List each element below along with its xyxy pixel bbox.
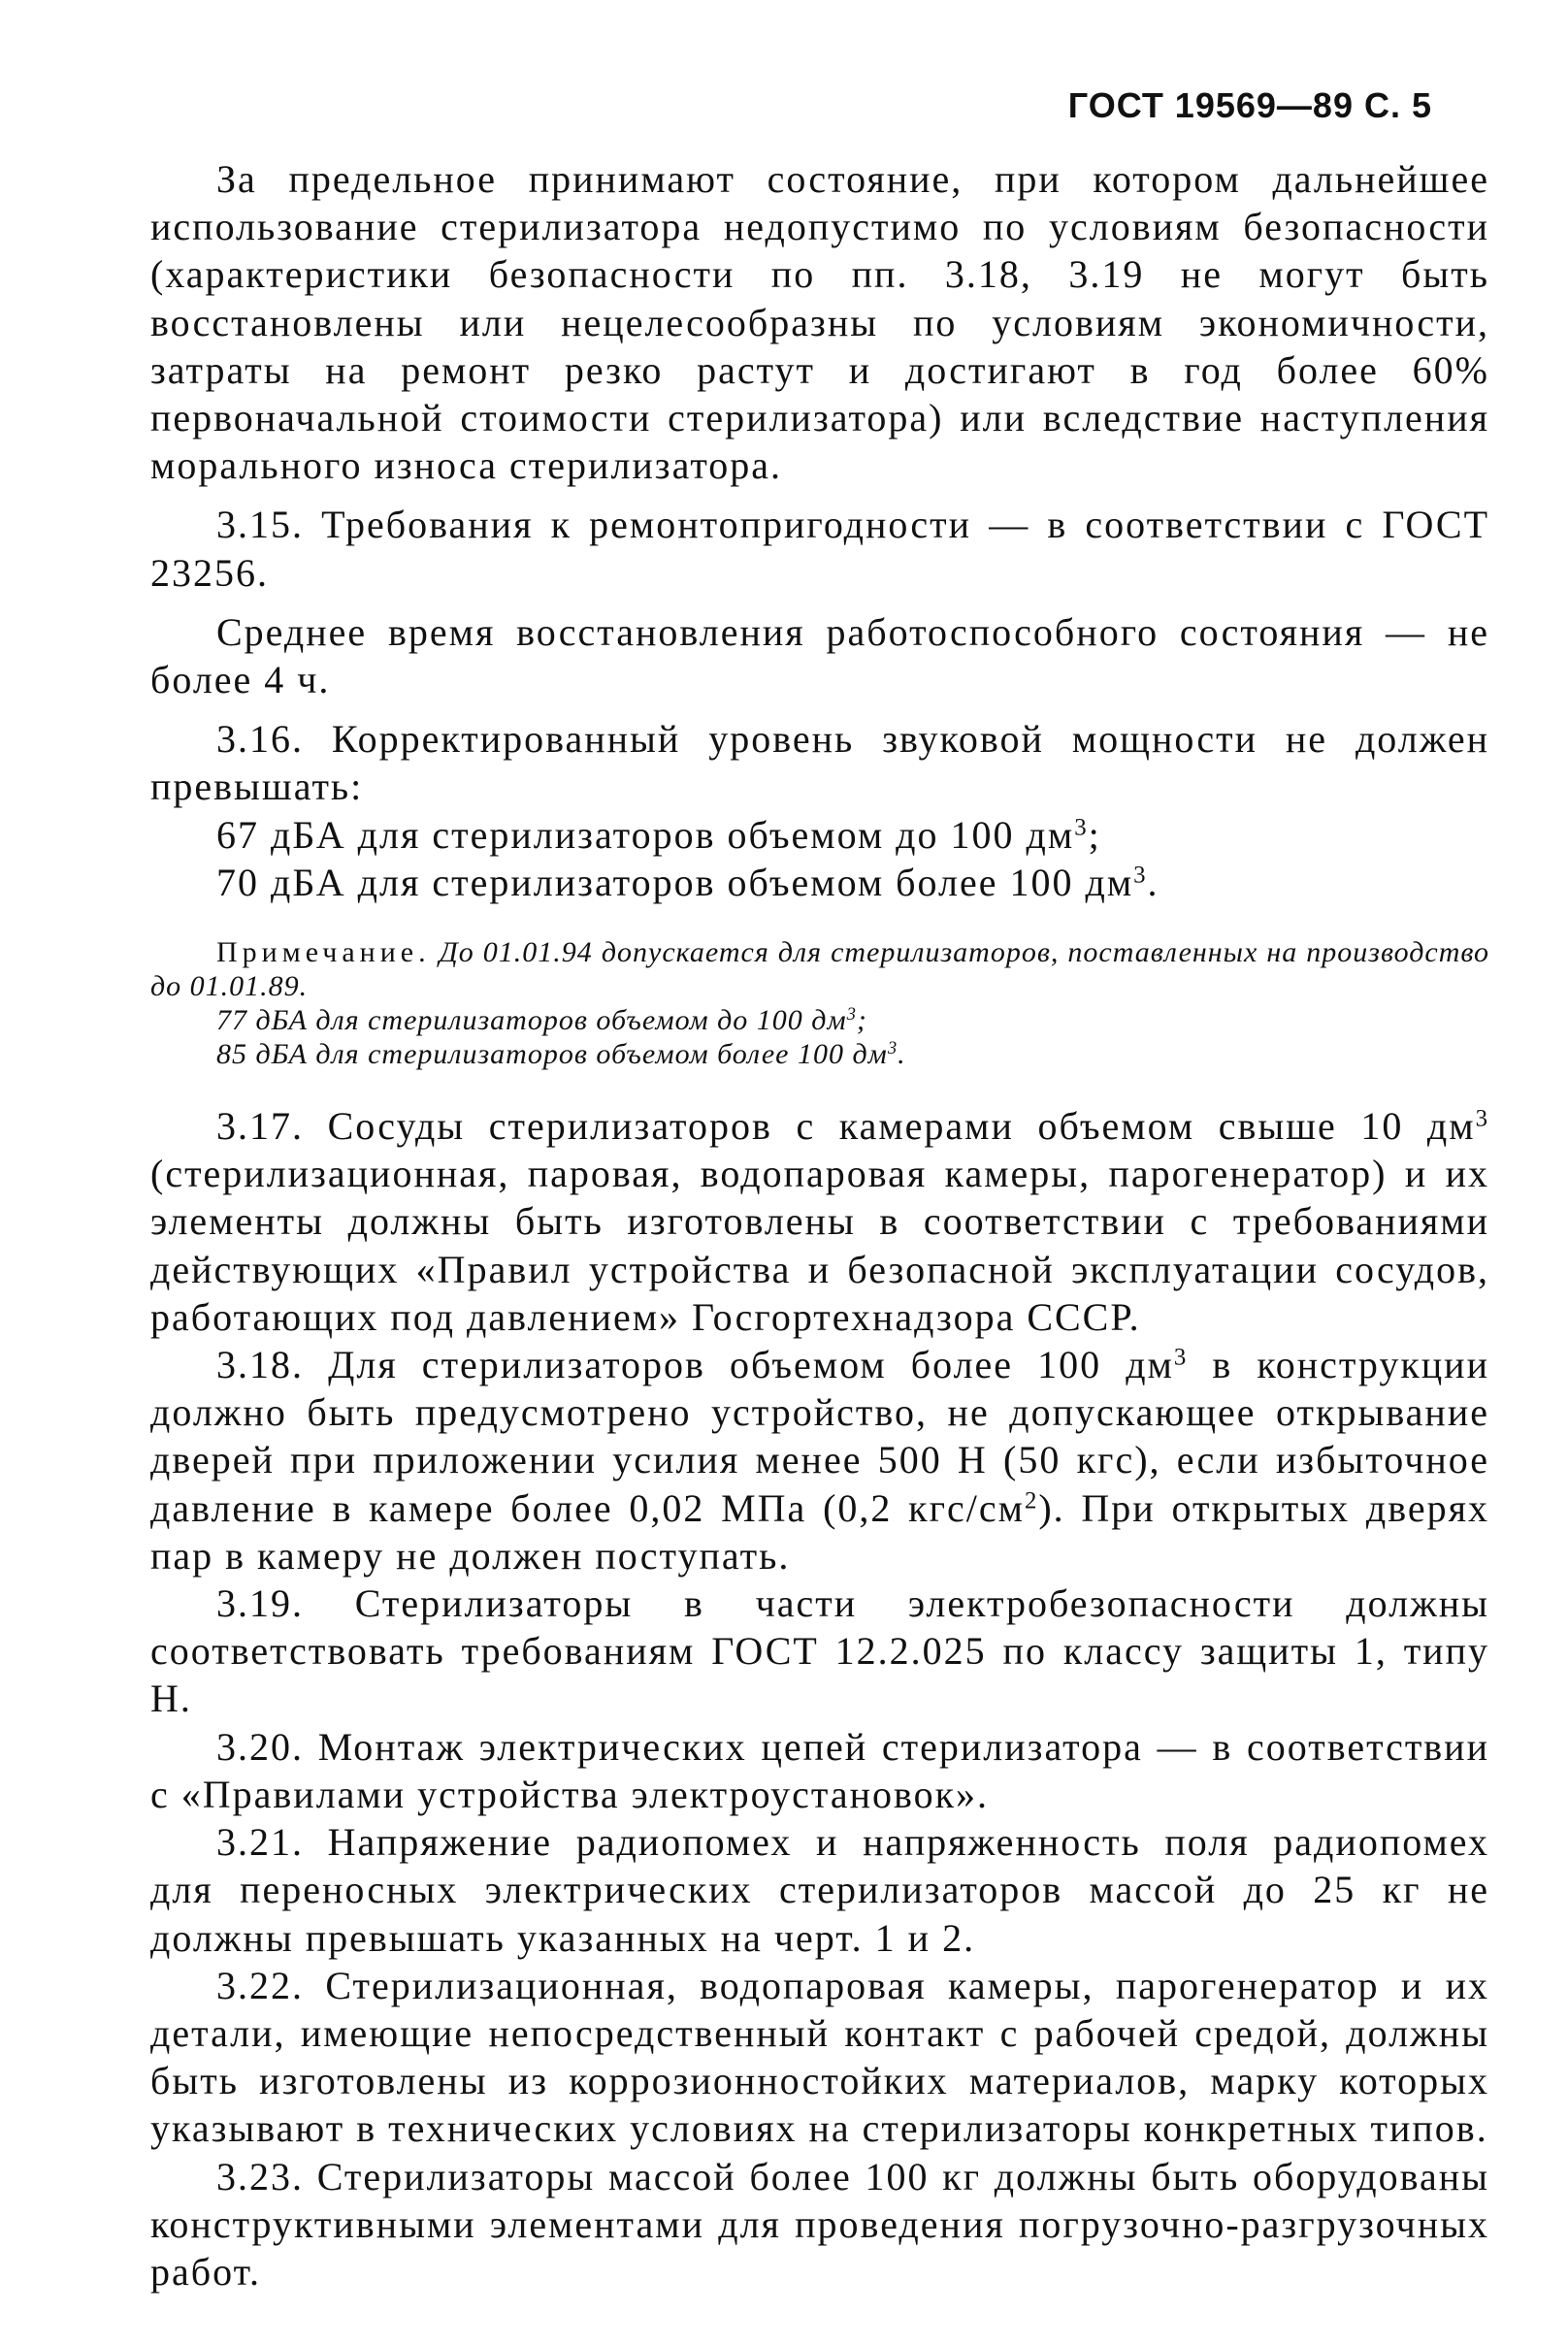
note-item: 77 дБА для стерилизаторов объемом до 100 $дм^3$; xyxy=(216,1003,867,1037)
noise-item: 70 дБА для стерилизаторов объемом более 100 $дм^3$. xyxy=(216,860,1160,904)
paragraph-3-17: 3.17. Сосуды стерилизаторов с камерами объемом свыше 10 $дм^3$ (стерилизационная, паровая, водопаровая камеры, парогенератор) и их элементы должны быть изготовлены в соответствии с требованиями действующих «Правил устройства и безопасной эксплуатации сосудов, работающих под давлением» Госгортехнадзора СССР. xyxy=(150,1104,1489,1339)
paragraph-3-22: 3.22. Стерилизационная, водопаровая камеры, парогенератор и их детали, имеющие непосредственный контакт с рабочей средой, должны быть изготовлены из коррозионностойких материалов, марку которых указывают в технических условиях на стерилизаторы конкретных типов. xyxy=(150,1963,1489,2151)
paragraph-3-19: 3.19. Стерилизаторы в части электробезопасности должны соответствовать требованиям ГОСТ 12.2.025 по классу защиты 1, типу Н. xyxy=(150,1581,1489,1721)
note-label: Примечание. xyxy=(216,936,431,969)
paragraph-3-15: 3.15. Требования к ремонтопригодности — в соответствии с ГОСТ 23256. xyxy=(150,503,1489,595)
paragraph-3-16: 3.16. Корректированный уровень звуковой мощности не должен превышать: xyxy=(150,717,1489,809)
note-item: 85 дБА для стерилизаторов объемом более 100 $дм^3$. xyxy=(216,1037,906,1071)
paragraph-3-21: 3.21. Напряжение радиопомех и напряженность поля радиопомех для переносных электрических стерилизаторов массой до 25 кг не должны превышать указанных на черт. 1 и 2. xyxy=(150,1820,1489,1960)
body-text xyxy=(150,155,1489,2296)
note-block xyxy=(150,935,1489,1071)
paragraph-3-20: 3.20. Монтаж электрических цепей стерилизатора — в соответствии с «Правилами устройства электроустановок». xyxy=(150,1724,1489,1816)
paragraph-limit-state: За предельное принимают состояние, при котором дальнейшее использование стерилизатора недопустимо по условиям безопасности (характеристики безопасности по пп. 3.18, 3.19 не могут быть восстановлены или нецелесообразны по условиям экономичности, затраты на ремонт резко растут и достигают в год более 60% первоначальной стоимости стерилизатора) или вследствие наступления морального износа стерилизатора. xyxy=(150,157,1489,488)
note-text: Примечание. До 01.01.94 допускается для стерилизаторов, поставленных на производство до 01.01.89. xyxy=(150,936,1489,1003)
paragraph-3-23: 3.23. Стерилизаторы массой более 100 кг должны быть оборудованы конструктивными элементами для проведения погрузочно-разгрузочных работ. xyxy=(150,2154,1489,2294)
page-header: ГОСТ 19569—89 С. 5 xyxy=(1067,85,1432,125)
noise-item: 67 дБА для стерилизаторов объемом до 100 $дм^3$; xyxy=(216,812,1101,857)
paragraph-recovery-time: Среднее время восстановления работоспособного состояния — не более 4 ч. xyxy=(150,609,1489,702)
paragraph-3-18: 3.18. Для стерилизаторов объемом более 100 $дм^3$ в конструкции должно быть предусмотрено устройство, не допускающее открывание дверей при приложении усилия менее 500 Н (50 кгс), если избыточное давление в камере более 0,02 МПа (0,2 кгс/$см^2$). При открытых дверях пар в камеру не должен поступать. xyxy=(150,1343,1489,1578)
